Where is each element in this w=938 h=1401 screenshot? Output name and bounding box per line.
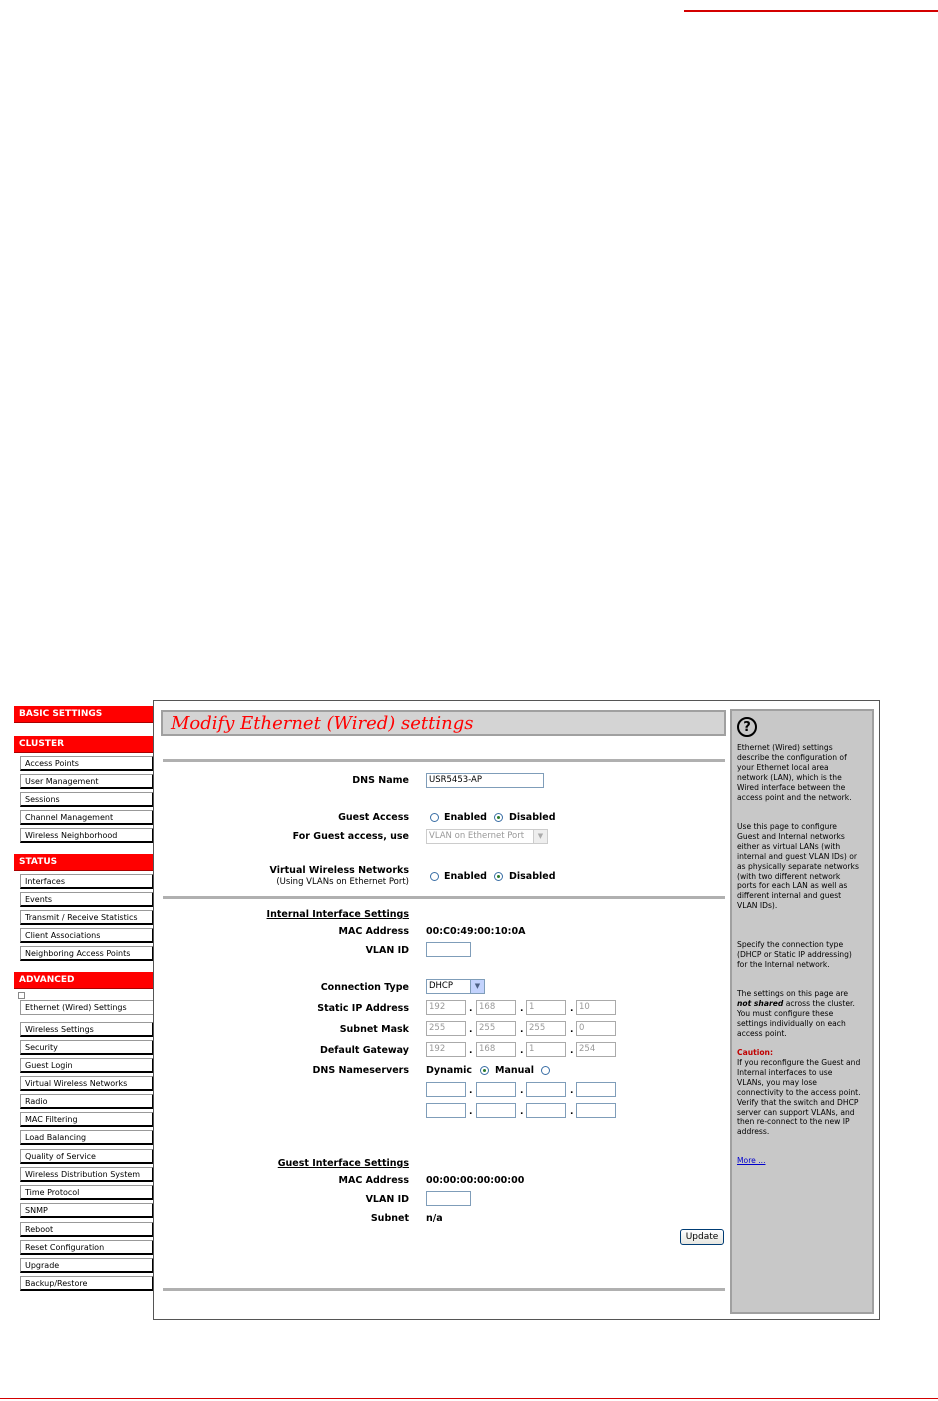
guest-vlan-input[interactable] (426, 1191, 471, 1206)
nav-client-associations[interactable]: Client Associations (20, 928, 154, 943)
nav-time-protocol[interactable]: Time Protocol (20, 1185, 154, 1200)
octet-separator: . (469, 1025, 473, 1035)
divider (163, 1288, 725, 1291)
nav-reboot[interactable]: Reboot (20, 1222, 154, 1237)
dns-dynamic-label: Dynamic (426, 1065, 473, 1076)
internal-vlan-label: VLAN ID (365, 945, 409, 956)
page-title: Modify Ethernet (Wired) settings (171, 713, 474, 734)
nav-ethernet-wired-settings[interactable]: Ethernet (Wired) Settings (20, 1000, 160, 1015)
nav-radio[interactable]: Radio (20, 1094, 154, 1109)
octet-separator: . (520, 1046, 524, 1056)
nav-upgrade[interactable]: Upgrade (20, 1258, 154, 1273)
internal-interface-heading: Internal Interface Settings (266, 909, 409, 920)
dns-manual-radio[interactable] (541, 1066, 550, 1075)
octet-separator: . (520, 1004, 524, 1014)
dns2-octet-2[interactable] (476, 1103, 516, 1118)
guest-interface-heading: Guest Interface Settings (277, 1158, 409, 1169)
octet-separator: . (469, 1086, 473, 1096)
chevron-down-icon: ▼ (470, 980, 484, 993)
nav-virtual-wireless-networks[interactable]: Virtual Wireless Networks (20, 1076, 154, 1091)
octet-separator: . (469, 1004, 473, 1014)
update-button[interactable]: Update (680, 1229, 724, 1245)
help-panel (730, 709, 874, 1314)
help-caution-title: Caution: (737, 1048, 773, 1057)
gateway-octet-2[interactable]: 168 (476, 1042, 516, 1057)
main-frame (153, 700, 880, 1320)
help-paragraph-1: Ethernet (Wired) settings describe the configuration of your Ethernet local area network (LAN), which is the Wired interface between the access point and the network. (737, 743, 852, 802)
dns-dynamic-radio[interactable] (480, 1066, 489, 1075)
static-ip-octet-1[interactable]: 192 (426, 1000, 466, 1015)
nav-load-balancing[interactable]: Load Balancing (20, 1130, 154, 1145)
dns-manual-label: Manual (495, 1065, 535, 1076)
help-p4-post: across the cluster. You must configure these settings individually on each access point. (737, 998, 855, 1038)
internal-vlan-input[interactable] (426, 942, 471, 957)
guest-mac-label: MAC Address (338, 1175, 409, 1186)
guest-use-label: For Guest access, use (292, 831, 409, 842)
help-p4-emphasis: not shared (737, 998, 784, 1008)
static-ip-label: Static IP Address (317, 1003, 409, 1014)
subnet-mask-octet-4[interactable]: 0 (576, 1021, 616, 1036)
guest-access-disabled-label: Disabled (509, 812, 556, 823)
nav-mac-filtering[interactable]: MAC Filtering (20, 1112, 154, 1127)
help-paragraph-2: Use this page to configure Guest and Internal networks either as virtual LANs (with internal and guest VLAN IDs) or as physically separate networks (with two different network ports for each LAN as well as different internal and guest VLAN IDs). (737, 822, 859, 911)
guest-access-enabled-label: Enabled (444, 812, 487, 823)
vwn-sublabel: (Using VLANs on Ethernet Port) (276, 877, 409, 887)
octet-separator: . (570, 1025, 574, 1035)
chevron-down-icon: ▼ (533, 830, 547, 843)
octet-separator: . (520, 1025, 524, 1035)
connection-type-label: Connection Type (320, 982, 409, 993)
section-cluster[interactable]: CLUSTER (14, 736, 154, 753)
nav-backup-restore[interactable]: Backup/Restore (20, 1276, 154, 1291)
guest-access-enabled-radio[interactable] (430, 813, 439, 822)
nav-security[interactable]: Security (20, 1040, 154, 1055)
guest-subnet-label: Subnet (370, 1213, 409, 1224)
vwn-enabled-label: Enabled (444, 871, 487, 882)
vwn-disabled-label: Disabled (509, 871, 556, 882)
help-paragraph-4 (737, 989, 861, 1039)
section-basic-settings[interactable]: BASIC SETTINGS (14, 706, 154, 723)
octet-separator: . (520, 1086, 524, 1096)
octet-separator: . (570, 1004, 574, 1014)
gateway-octet-3[interactable]: 1 (526, 1042, 566, 1057)
guest-access-label: Guest Access (338, 812, 409, 823)
dns2-octet-1[interactable] (426, 1103, 466, 1118)
nav-user-management[interactable]: User Management (20, 774, 154, 789)
section-status[interactable]: STATUS (14, 854, 154, 871)
static-ip-octet-2[interactable]: 168 (476, 1000, 516, 1015)
dns1-octet-1[interactable] (426, 1082, 466, 1097)
guest-vlan-label: VLAN ID (365, 1194, 409, 1205)
guest-subnet-value: n/a (426, 1213, 443, 1224)
help-paragraph-3: Specify the connection type (DHCP or Static IP addressing) for the Internal network. (737, 940, 852, 969)
nav-wireless-settings[interactable]: Wireless Settings (20, 1022, 154, 1037)
dns1-octet-2[interactable] (476, 1082, 516, 1097)
dns1-octet-3[interactable] (526, 1082, 566, 1097)
octet-separator: . (469, 1107, 473, 1117)
dns-name-input[interactable]: USR5453-AP (426, 773, 544, 788)
divider (163, 759, 725, 762)
guest-use-value: VLAN on Ethernet Port (429, 831, 525, 841)
gateway-octet-4[interactable]: 254 (576, 1042, 616, 1057)
static-ip-octet-3[interactable]: 1 (526, 1000, 566, 1015)
section-advanced[interactable]: ADVANCED (14, 972, 154, 989)
dns-nameservers-label: DNS Nameservers (312, 1065, 409, 1076)
subnet-mask-label: Subnet Mask (339, 1024, 409, 1035)
nav-quality-of-service[interactable]: Quality of Service (20, 1149, 154, 1164)
gateway-octet-1[interactable]: 192 (426, 1042, 466, 1057)
octet-separator: . (520, 1107, 524, 1117)
help-more-link[interactable]: More ... (737, 1156, 766, 1165)
nav-interfaces[interactable]: Interfaces (20, 874, 154, 889)
octet-separator: . (570, 1086, 574, 1096)
dns-name-label: DNS Name (352, 775, 409, 786)
dns2-octet-3[interactable] (526, 1103, 566, 1118)
help-p4-pre: The settings on this page are (737, 989, 849, 998)
octet-separator: . (469, 1046, 473, 1056)
vwn-enabled-radio[interactable] (430, 872, 439, 881)
expand-marker (18, 992, 25, 999)
header-rule (684, 10, 938, 12)
help-more-paragraph (737, 1156, 861, 1166)
vwn-label: Virtual Wireless Networks (269, 865, 409, 876)
internal-mac-value: 00:C0:49:00:10:0A (426, 926, 526, 937)
guest-access-disabled-radio[interactable] (494, 813, 503, 822)
footer-rule (0, 1398, 938, 1399)
help-caution-text: If you reconfigure the Guest and Internal interfaces to use VLANs, you may lose connectivity to the access point. Verify that the switch and DHCP server can support VLANs, and then re-connect to the new IP address. (737, 1058, 861, 1137)
octet-separator: . (570, 1107, 574, 1117)
guest-mac-value: 00:00:00:00:00:00 (426, 1175, 525, 1186)
nav-neighboring-access-points[interactable]: Neighboring Access Points (20, 946, 154, 961)
nav-guest-login[interactable]: Guest Login (20, 1058, 154, 1073)
nav-wireless-neighborhood[interactable]: Wireless Neighborhood (20, 828, 154, 843)
nav-channel-management[interactable]: Channel Management (20, 810, 154, 825)
guest-use-select[interactable] (426, 829, 548, 844)
internal-mac-label: MAC Address (338, 926, 409, 937)
default-gateway-label: Default Gateway (319, 1045, 409, 1056)
dns1-octet-4[interactable] (576, 1082, 616, 1097)
divider (163, 896, 725, 899)
nav-snmp[interactable]: SNMP (20, 1203, 154, 1218)
nav-sessions[interactable]: Sessions (20, 792, 154, 807)
vwn-disabled-radio[interactable] (494, 872, 503, 881)
static-ip-octet-4[interactable]: 10 (576, 1000, 616, 1015)
help-icon: ? (737, 717, 757, 737)
subnet-mask-octet-3[interactable]: 255 (526, 1021, 566, 1036)
subnet-mask-octet-1[interactable]: 255 (426, 1021, 466, 1036)
octet-separator: . (570, 1046, 574, 1056)
nav-events[interactable]: Events (20, 892, 154, 907)
nav-wireless-distribution-system[interactable]: Wireless Distribution System (20, 1167, 154, 1182)
connection-type-select[interactable] (426, 979, 485, 994)
nav-transmit-receive-statistics[interactable]: Transmit / Receive Statistics (20, 910, 154, 925)
nav-access-points[interactable]: Access Points (20, 756, 154, 771)
dns2-octet-4[interactable] (576, 1103, 616, 1118)
page-title-bar (161, 710, 726, 736)
connection-type-value: DHCP (429, 981, 453, 991)
subnet-mask-octet-2[interactable]: 255 (476, 1021, 516, 1036)
nav-reset-configuration[interactable]: Reset Configuration (20, 1240, 154, 1255)
